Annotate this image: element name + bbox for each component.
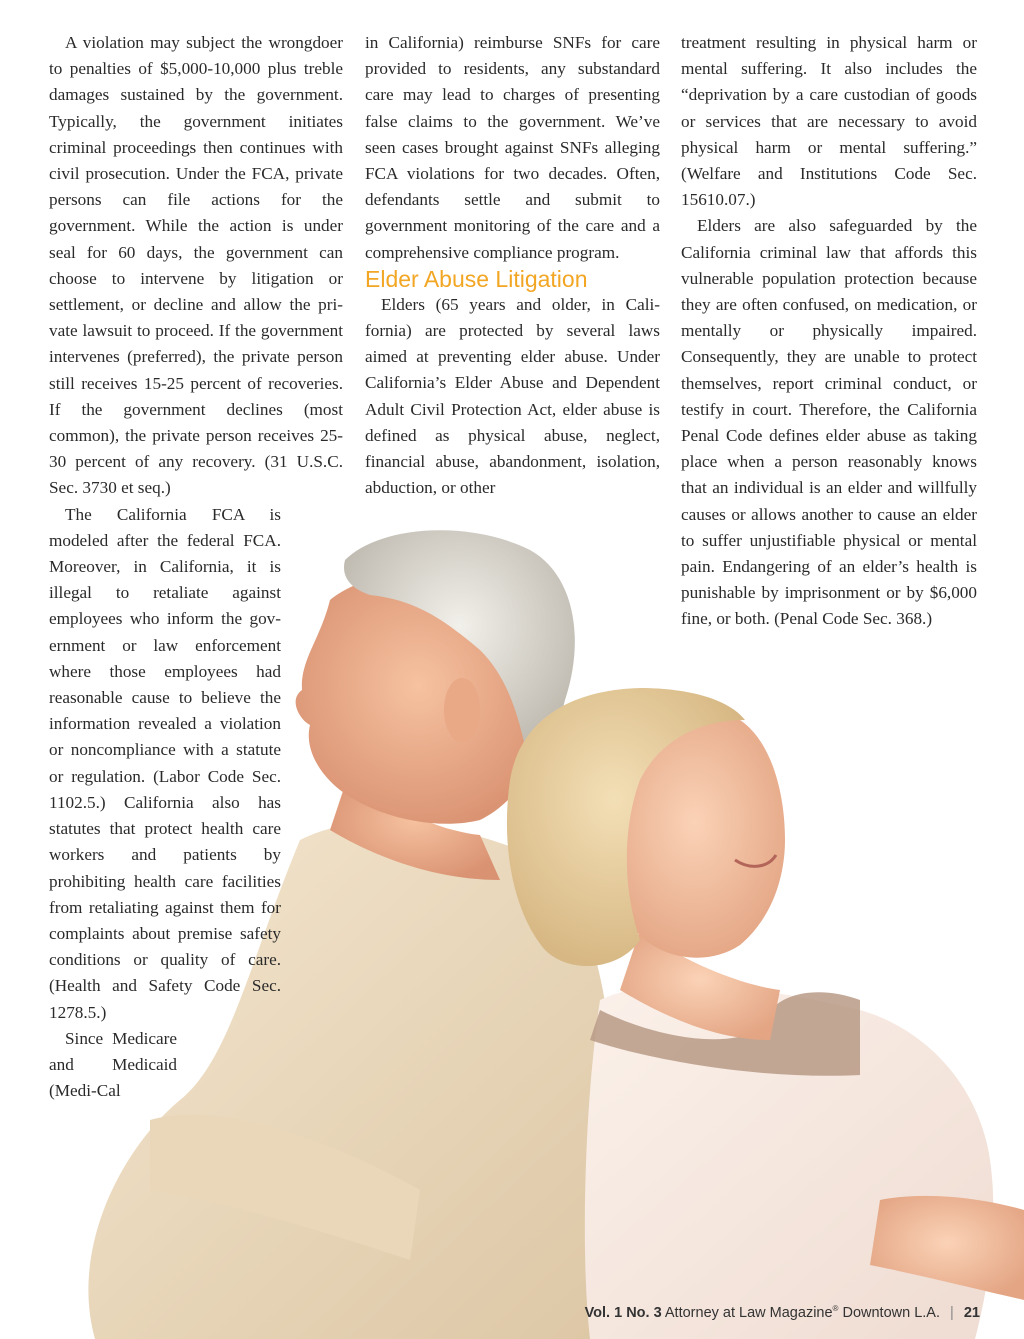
- column3-paragraph-2: Elders are also safeguarded by the California criminal law that affords this vulnerable population protection because they are often confused, on medication, or mentally or physically impaired. Consequently, they are unable to protect themselves, report criminal conduct, or testify in court. Therefore, the California Penal Code defines elder abuse as taking place when a person reasonably knows that an individual is an elder and willfully causes or allows another to cause an elder to suffer unjustifiable physical or mental pain. Endangering of an elder’s health is punishable by imprisonment or by $6,000 fine, or both. (Penal Code Sec. 368.): [681, 216, 977, 629]
- column1-paragraph-1: A violation may subject the wrongdoer to penalties of $5,000-10,000 plus treble damages sustained by the government. Typically, the government initiates criminal proceedings then continues with civil prosecution. Under the FCA, private persons can file actions for the government. While the action is under seal for 60 days, the government can choose to intervene by litigation or settlement, or decline and allow the private lawsuit to proceed. If the government intervenes (preferred), the private person still receives 15-25 percent of recoveries. If the government declines (most common), the private person receives 25-30 percent of any recovery. (31 U.S.C. Sec. 3730 et seq.): [49, 33, 343, 498]
- column2-paragraph-1: in California) reimburse SNFs for care provided to residents, any substandard care may lead to charges of presenting false claims to the government. We’ve seen cases brought against SNFs alleging FCA violations for two decades. Often, defendants settle and submit to government monitoring of the care and a comprehensive compliance program.: [365, 33, 660, 262]
- footer-volume: Vol. 1: [584, 1305, 623, 1321]
- footer-magazine: Attorney at Law Magazine: [664, 1305, 833, 1321]
- column1-paragraph-2: The California FCA is modeled after the federal FCA. Moreover, in California, it is illegal to retaliate against employees who inform the government or law enforcement where those employees had reasonable cause to believe the information revealed a violation or noncompliance with a statute or regulation. (Labor Code Sec. 1102.5.) California also has statutes that protect health care workers and patients by prohibiting health care facilities from retaliating against them for complaints about premise safety conditions or quality of care. (Health and Safety Code Sec. 1278.5.): [49, 504, 281, 1022]
- man-ear: [444, 678, 480, 742]
- column1-paragraph-3: Since Medicare and Medicaid (Medi-Cal: [49, 1028, 177, 1101]
- text-column-2: [365, 30, 660, 501]
- page-footer: [585, 1304, 980, 1321]
- column3-paragraph-1: treatment resulting in physical harm or mental suffering. It also includes the “deprivation by a care custodian of goods or services that are necessary to avoid physical harm or mental suffering.” (Welfare and Institutions Code Sec. 15610.07.): [681, 33, 977, 210]
- footer-edition: Downtown L.A.: [842, 1305, 941, 1321]
- section-heading: Elder Abuse Litigation: [365, 265, 588, 292]
- footer-registered-mark: ®: [832, 1304, 839, 1314]
- text-column-3: [681, 30, 977, 633]
- text-column-1: [49, 30, 343, 1104]
- page-number: 21: [963, 1305, 980, 1321]
- footer-issue: No. 3: [626, 1305, 662, 1321]
- footer-separator: |: [950, 1305, 954, 1321]
- column2-paragraph-2: Elders (65 years and older, in California) are protected by several laws aimed at preventing elder abuse. Under California’s Elder Abuse and Dependent Adult Civil Protection Act, elder abuse is defined as physical abuse, neglect, financial abuse, abandonment, isolation, abduction, or other: [365, 294, 660, 498]
